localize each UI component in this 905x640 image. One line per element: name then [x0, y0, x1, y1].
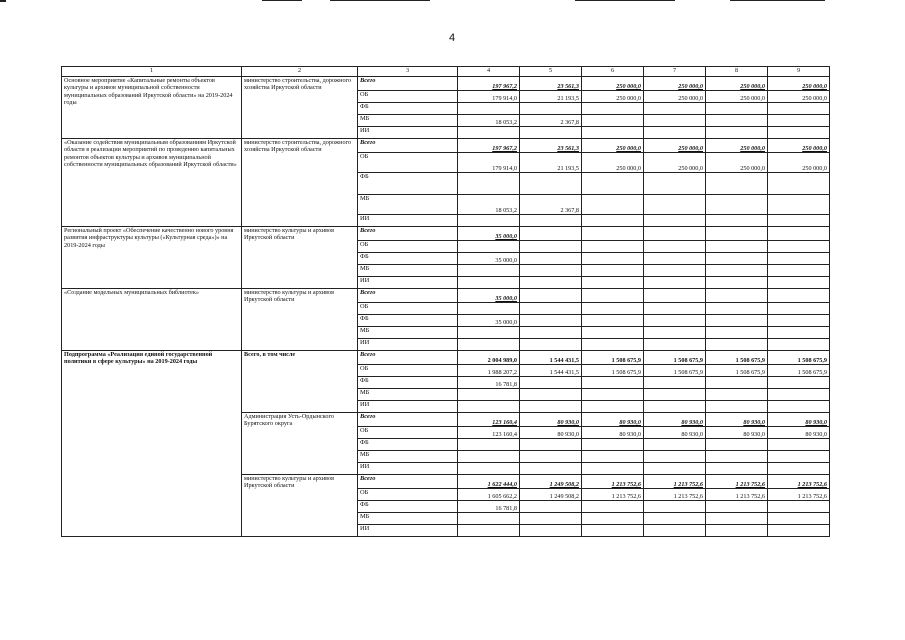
value-cell	[644, 241, 706, 253]
value-cell	[520, 327, 582, 339]
value-cell: 123 160,4	[458, 413, 520, 427]
value-cell	[582, 501, 644, 513]
funding-source-code: ОБ	[358, 489, 458, 501]
value-cell: 1 213 752,6	[768, 489, 830, 501]
funding-source-code: ИИ	[358, 215, 458, 227]
scan-edge-line	[730, 0, 825, 1]
value-cell: 250 000,0	[768, 77, 830, 91]
funding-source-code: МБ	[358, 513, 458, 525]
header-row	[62, 67, 830, 77]
value-cell: 80 930,0	[520, 413, 582, 427]
value-cell	[582, 315, 644, 327]
value-cell: 179 914,0	[458, 91, 520, 103]
value-cell	[706, 303, 768, 315]
value-cell	[458, 303, 520, 315]
value-cell: 1 508 675,9	[582, 351, 644, 365]
value-cell	[520, 439, 582, 451]
value-cell	[768, 339, 830, 351]
value-cell	[458, 103, 520, 115]
funding-source-code: Всего	[358, 351, 458, 365]
scan-edge-line	[262, 0, 302, 1]
value-cell	[520, 377, 582, 389]
value-cell	[768, 103, 830, 115]
value-cell	[706, 115, 768, 127]
value-cell: 1 508 675,9	[706, 351, 768, 365]
value-cell: 16 781,8	[458, 501, 520, 513]
executor-cell: министерство культуры и архивов Иркутской области	[242, 475, 358, 537]
value-cell: 1 605 662,2	[458, 489, 520, 501]
funding-source-code: МБ	[358, 265, 458, 277]
value-cell	[582, 303, 644, 315]
value-cell	[644, 439, 706, 451]
value-cell	[644, 327, 706, 339]
value-cell	[644, 389, 706, 401]
value-cell	[582, 227, 644, 241]
value-cell	[582, 339, 644, 351]
scan-edge-line	[575, 0, 675, 1]
value-cell	[706, 377, 768, 389]
value-cell	[644, 289, 706, 303]
value-cell	[768, 327, 830, 339]
value-cell	[644, 195, 706, 215]
value-cell	[520, 253, 582, 265]
value-cell	[520, 501, 582, 513]
value-cell: 80 930,0	[706, 427, 768, 439]
value-cell	[706, 215, 768, 227]
value-cell: 1 544 431,5	[520, 365, 582, 377]
funding-source-code: ИИ	[358, 339, 458, 351]
value-cell	[582, 463, 644, 475]
value-cell	[582, 195, 644, 215]
value-cell	[520, 339, 582, 351]
value-cell: 197 967,2	[458, 139, 520, 153]
funding-source-code: МБ	[358, 195, 458, 215]
funding-source-code: Всего	[358, 227, 458, 241]
funding-source-code: ОБ	[358, 241, 458, 253]
value-cell	[644, 277, 706, 289]
value-cell	[520, 315, 582, 327]
value-cell	[768, 227, 830, 241]
value-cell	[582, 327, 644, 339]
value-cell	[706, 389, 768, 401]
value-cell: 1 508 675,9	[768, 351, 830, 365]
funding-source-code: ИИ	[358, 277, 458, 289]
value-cell	[706, 103, 768, 115]
funding-source-code: ОБ	[358, 91, 458, 103]
value-cell	[458, 173, 520, 195]
value-cell	[706, 315, 768, 327]
column-header-5: 5	[520, 67, 582, 77]
value-cell: 21 193,5	[520, 91, 582, 103]
value-cell: 35 000,0	[458, 253, 520, 265]
value-cell	[706, 265, 768, 277]
funding-source-code: Всего	[358, 139, 458, 153]
value-cell	[768, 253, 830, 265]
value-cell	[768, 289, 830, 303]
executor-cell: министерство культуры и архивов Иркутской области	[242, 289, 358, 351]
value-cell	[582, 377, 644, 389]
value-cell: 250 000,0	[644, 77, 706, 91]
funding-source-code: МБ	[358, 451, 458, 463]
value-cell	[768, 303, 830, 315]
value-cell	[582, 451, 644, 463]
value-cell	[582, 103, 644, 115]
funding-source-code: ФБ	[358, 439, 458, 451]
value-cell: 2 367,8	[520, 195, 582, 215]
scan-edge-line	[330, 0, 430, 1]
value-cell	[706, 127, 768, 139]
value-cell	[768, 315, 830, 327]
value-cell	[458, 401, 520, 413]
value-cell: 18 053,2	[458, 195, 520, 215]
value-cell	[768, 277, 830, 289]
column-header-1: 1	[62, 67, 242, 77]
value-cell	[768, 265, 830, 277]
funding-source-code: ИИ	[358, 127, 458, 139]
value-cell	[458, 525, 520, 537]
value-cell	[644, 315, 706, 327]
value-cell: 35 000,0	[458, 315, 520, 327]
funding-source-code: ФБ	[358, 173, 458, 195]
value-cell	[768, 513, 830, 525]
value-cell	[582, 173, 644, 195]
value-cell	[644, 173, 706, 195]
executor-cell: министерство строительства, дорожного хозяйства Иркутской области	[242, 139, 358, 227]
value-cell	[644, 451, 706, 463]
funding-source-code: ФБ	[358, 253, 458, 265]
activity-title: Основное мероприятие «Капитальные ремонты объектов культуры и архивов муниципальной собственности муниципальных образований Иркутской области» на 2019-2024 годы	[62, 77, 242, 139]
executor-cell: Всего, в том числе	[242, 351, 358, 413]
value-cell	[706, 439, 768, 451]
value-cell: 80 930,0	[644, 413, 706, 427]
funding-source-code: ИИ	[358, 463, 458, 475]
value-cell: 1 508 675,9	[768, 365, 830, 377]
value-cell	[520, 389, 582, 401]
value-cell	[706, 253, 768, 265]
value-cell	[458, 215, 520, 227]
funding-source-code: ФБ	[358, 315, 458, 327]
value-cell	[458, 241, 520, 253]
value-cell	[582, 513, 644, 525]
value-cell: 197 967,2	[458, 77, 520, 91]
value-cell	[520, 277, 582, 289]
value-cell	[520, 215, 582, 227]
value-cell	[644, 265, 706, 277]
column-header-6: 6	[582, 67, 644, 77]
value-cell	[768, 173, 830, 195]
value-cell: 1 213 752,6	[644, 475, 706, 489]
column-header-3: 3	[358, 67, 458, 77]
value-cell	[768, 195, 830, 215]
value-cell	[582, 241, 644, 253]
value-cell	[582, 215, 644, 227]
value-cell	[768, 401, 830, 413]
value-cell	[520, 241, 582, 253]
funding-source-code: ИИ	[358, 401, 458, 413]
value-cell	[520, 227, 582, 241]
value-cell: 250 000,0	[644, 91, 706, 103]
value-cell: 80 930,0	[644, 427, 706, 439]
value-cell	[706, 501, 768, 513]
value-cell	[644, 115, 706, 127]
value-cell	[768, 439, 830, 451]
table-row	[62, 289, 830, 303]
value-cell	[520, 173, 582, 195]
value-cell	[706, 463, 768, 475]
value-cell: 1 988 207,2	[458, 365, 520, 377]
value-cell	[768, 127, 830, 139]
value-cell	[706, 525, 768, 537]
value-cell	[706, 195, 768, 215]
funding-source-code: Всего	[358, 289, 458, 303]
table-row	[62, 351, 830, 365]
value-cell: 1 622 444,0	[458, 475, 520, 489]
value-cell: 250 000,0	[582, 139, 644, 153]
funding-source-code: ОБ	[358, 303, 458, 315]
value-cell	[768, 463, 830, 475]
value-cell: 23 561,3	[520, 77, 582, 91]
column-header-4: 4	[458, 67, 520, 77]
value-cell: 250 000,0	[644, 153, 706, 173]
executor-cell: министерство строительства, дорожного хозяйства Иркутской области	[242, 77, 358, 139]
value-cell: 80 930,0	[706, 413, 768, 427]
value-cell: 250 000,0	[706, 139, 768, 153]
value-cell	[520, 401, 582, 413]
value-cell	[644, 227, 706, 241]
table-row	[62, 227, 830, 241]
activity-title: Региональный проект «Обеспечение качественно нового уровня развития инфраструктуры культуры («Культурная среда»)» на 2019-2024 годы	[62, 227, 242, 289]
value-cell: 250 000,0	[706, 77, 768, 91]
value-cell	[582, 439, 644, 451]
value-cell	[644, 513, 706, 525]
value-cell	[520, 303, 582, 315]
value-cell: 1 213 752,6	[768, 475, 830, 489]
value-cell	[706, 451, 768, 463]
financing-table	[61, 66, 830, 537]
value-cell	[706, 241, 768, 253]
value-cell: 80 930,0	[768, 427, 830, 439]
page-number: 4	[449, 32, 456, 44]
value-cell	[706, 327, 768, 339]
activity-title: Подпрограмма «Реализация единой государственной политики в сфере культуры» на 2019-2024 годы	[62, 351, 242, 537]
scan-edge-line	[0, 0, 6, 2]
value-cell	[768, 525, 830, 537]
value-cell: 16 781,8	[458, 377, 520, 389]
value-cell: 1 508 675,9	[644, 365, 706, 377]
table-row	[62, 139, 830, 153]
value-cell: 1 508 675,9	[582, 365, 644, 377]
value-cell	[458, 389, 520, 401]
value-cell: 80 930,0	[582, 413, 644, 427]
value-cell	[582, 289, 644, 303]
value-cell	[768, 241, 830, 253]
value-cell: 250 000,0	[706, 91, 768, 103]
value-cell: 21 193,5	[520, 153, 582, 173]
value-cell: 1 508 675,9	[706, 365, 768, 377]
value-cell: 1 544 431,5	[520, 351, 582, 365]
executor-cell: министерство культуры и архивов Иркутской области	[242, 227, 358, 289]
value-cell: 1 508 675,9	[644, 351, 706, 365]
value-cell	[644, 463, 706, 475]
value-cell	[582, 253, 644, 265]
value-cell	[644, 525, 706, 537]
column-header-2: 2	[242, 67, 358, 77]
value-cell	[458, 277, 520, 289]
value-cell	[644, 103, 706, 115]
value-cell: 250 000,0	[706, 153, 768, 173]
value-cell: 2 004 989,0	[458, 351, 520, 365]
value-cell: 23 561,3	[520, 139, 582, 153]
table-row	[62, 77, 830, 91]
funding-source-code: ОБ	[358, 153, 458, 173]
value-cell	[582, 265, 644, 277]
value-cell	[458, 463, 520, 475]
executor-cell: Администрация Усть-Ордынского Бурятского округа	[242, 413, 358, 475]
value-cell: 35 000,0	[458, 227, 520, 241]
funding-source-code: ОБ	[358, 427, 458, 439]
value-cell	[644, 303, 706, 315]
funding-source-code: Всего	[358, 413, 458, 427]
value-cell	[520, 289, 582, 303]
funding-source-code: ФБ	[358, 501, 458, 513]
value-cell: 18 053,2	[458, 115, 520, 127]
value-cell	[644, 339, 706, 351]
value-cell: 250 000,0	[768, 153, 830, 173]
value-cell: 80 930,0	[582, 427, 644, 439]
value-cell	[644, 401, 706, 413]
activity-title: «Создание модельных муниципальных библиотек»	[62, 289, 242, 351]
funding-source-code: МБ	[358, 389, 458, 401]
value-cell: 123 160,4	[458, 427, 520, 439]
value-cell	[644, 377, 706, 389]
value-cell	[768, 389, 830, 401]
value-cell	[706, 513, 768, 525]
value-cell: 35 000,0	[458, 289, 520, 303]
column-header-8: 8	[706, 67, 768, 77]
funding-source-code: ФБ	[358, 103, 458, 115]
value-cell: 1 213 752,6	[706, 489, 768, 501]
value-cell: 1 249 508,2	[520, 475, 582, 489]
value-cell: 250 000,0	[644, 139, 706, 153]
value-cell	[644, 501, 706, 513]
value-cell	[582, 401, 644, 413]
value-cell	[458, 327, 520, 339]
value-cell	[582, 277, 644, 289]
value-cell	[706, 227, 768, 241]
value-cell	[644, 253, 706, 265]
value-cell	[520, 463, 582, 475]
value-cell	[458, 439, 520, 451]
value-cell	[458, 127, 520, 139]
value-cell	[520, 265, 582, 277]
funding-source-code: ФБ	[358, 377, 458, 389]
value-cell	[644, 127, 706, 139]
value-cell	[520, 525, 582, 537]
value-cell: 250 000,0	[582, 153, 644, 173]
value-cell	[768, 215, 830, 227]
value-cell: 1 213 752,6	[582, 489, 644, 501]
value-cell	[706, 173, 768, 195]
value-cell	[582, 389, 644, 401]
value-cell: 179 914,0	[458, 153, 520, 173]
funding-source-code: МБ	[358, 327, 458, 339]
value-cell: 80 930,0	[520, 427, 582, 439]
value-cell	[582, 115, 644, 127]
value-cell	[768, 377, 830, 389]
value-cell	[458, 265, 520, 277]
value-cell: 250 000,0	[768, 91, 830, 103]
value-cell: 250 000,0	[582, 91, 644, 103]
value-cell	[768, 115, 830, 127]
value-cell: 80 930,0	[768, 413, 830, 427]
value-cell: 1 213 752,6	[582, 475, 644, 489]
value-cell	[582, 127, 644, 139]
column-header-9: 9	[768, 67, 830, 77]
value-cell	[768, 501, 830, 513]
value-cell	[644, 215, 706, 227]
funding-source-code: МБ	[358, 115, 458, 127]
funding-source-code: Всего	[358, 77, 458, 91]
value-cell	[520, 127, 582, 139]
value-cell: 2 367,8	[520, 115, 582, 127]
value-cell: 250 000,0	[768, 139, 830, 153]
value-cell: 250 000,0	[582, 77, 644, 91]
value-cell: 1 249 508,2	[520, 489, 582, 501]
value-cell	[706, 401, 768, 413]
funding-source-code: ОБ	[358, 365, 458, 377]
funding-source-code: Всего	[358, 475, 458, 489]
value-cell	[706, 289, 768, 303]
value-cell: 1 213 752,6	[706, 475, 768, 489]
value-cell	[458, 451, 520, 463]
funding-source-code: ИИ	[358, 525, 458, 537]
value-cell: 1 213 752,6	[644, 489, 706, 501]
value-cell	[458, 513, 520, 525]
value-cell	[520, 513, 582, 525]
value-cell	[520, 103, 582, 115]
value-cell	[706, 277, 768, 289]
column-header-7: 7	[644, 67, 706, 77]
value-cell	[582, 525, 644, 537]
activity-title: «Оказание содействия муниципальным образованиям Иркутской области в реализации мероприятий по проведению капитальных ремонтов объектов культуры и архивов муниципальной собственности муниципальных образований Иркутской области»	[62, 139, 242, 227]
value-cell	[768, 451, 830, 463]
value-cell	[458, 339, 520, 351]
value-cell	[706, 339, 768, 351]
value-cell	[520, 451, 582, 463]
